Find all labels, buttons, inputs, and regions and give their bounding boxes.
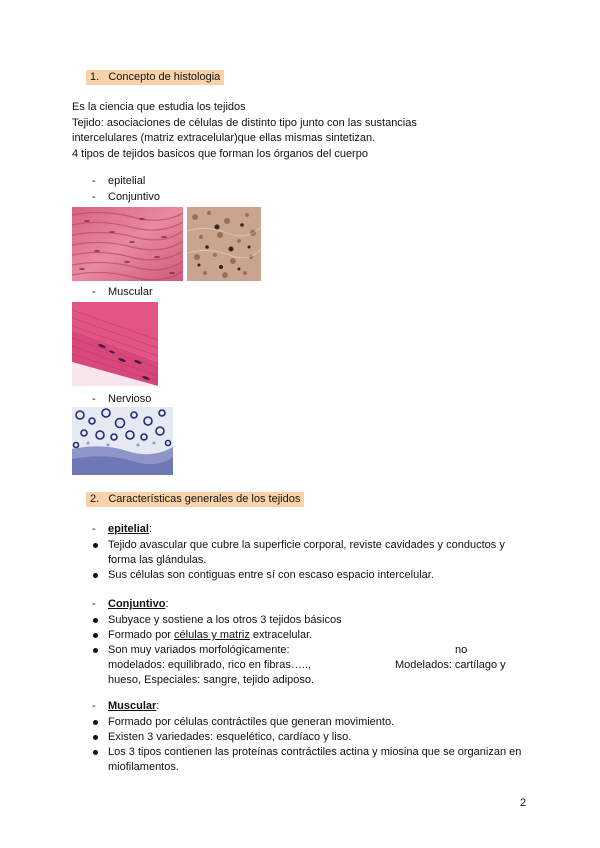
bullet-dot: [93, 735, 98, 740]
conjuntivo-image-1: [72, 207, 183, 281]
intro-line: Es la ciencia que estudia los tejidos: [72, 101, 246, 113]
epitelial-title: epitelial: [108, 523, 149, 535]
bullet-dot: [93, 648, 98, 653]
bullet-dot: [93, 750, 98, 755]
section-2-title: Características generales de los tejidos: [108, 493, 301, 505]
list-item-epitelial: epitelial: [108, 175, 146, 187]
list-item-conjuntivo: Conjuntivo: [108, 191, 160, 203]
muscular-colon: :: [156, 700, 160, 712]
bullet-dot: [93, 573, 98, 578]
intro-line: intercelulares (matriz extracelular)que ellas mismas sintetizan.: [72, 132, 376, 144]
conjuntivo-bullet-3-line2a: modelados: equilibrado, rico en fibras…..,: [108, 659, 311, 671]
muscular-title: Muscular: [108, 700, 157, 712]
intro-line: 4 tipos de tejidos basicos que forman los órganos del cuerpo: [72, 148, 368, 160]
muscular-bullet-1: Formado por células contráctiles que generan movimiento.: [108, 716, 395, 728]
section-2-number: 2.: [90, 493, 100, 505]
bullet-dot: [93, 633, 98, 638]
celulas-matriz-link: células y matriz: [174, 629, 250, 641]
muscular-image: [72, 302, 158, 386]
epitelial-bullet-1-cont: forma las glándulas.: [108, 554, 207, 566]
epitelial-bullet-2: Sus células son contiguas entre sí con escaso espacio intercelular.: [108, 569, 434, 581]
subsection-dash: -: [92, 523, 96, 535]
muscular-bullet-3: Los 3 tipos contienen las proteínas contráctiles actina y miosina que se organizan en: [108, 746, 522, 758]
bullet-dot: [93, 720, 98, 725]
nervioso-image: [72, 407, 173, 475]
epitelial-heading: [108, 523, 152, 535]
conjuntivo-image-2: [187, 207, 261, 281]
list-item-muscular: Muscular: [108, 286, 153, 298]
intro-line: Tejido: asociaciones de células de distinto tipo junto con las sustancias: [72, 117, 417, 129]
conjuntivo-heading: [108, 598, 169, 610]
section-1-number: 1.: [90, 71, 100, 83]
bullet-dot: [93, 543, 98, 548]
muscular-bullet-2: Existen 3 variedades: esquelético, cardíaco y liso.: [108, 731, 352, 743]
section-1-heading: [86, 71, 224, 83]
epitelial-bullet-1: Tejido avascular que cubre la superficie corporal, reviste cavidades y conductos y: [108, 539, 505, 551]
subsection-dash: -: [92, 700, 96, 712]
conjuntivo-bullet-3: Son muy variados morfológicamente:: [108, 644, 290, 656]
section-2-heading: [86, 493, 304, 505]
conjuntivo-bullet-3-no: no: [455, 644, 468, 656]
conjuntivo-b2-pre: Formado por: [108, 629, 175, 641]
page-number: 2: [520, 797, 527, 809]
list-dash: -: [92, 393, 96, 405]
conjuntivo-bullet-3-line2b: Modelados: cartílago y: [395, 659, 506, 671]
conjuntivo-title: Conjuntivo: [108, 598, 166, 610]
bullet-dot: [93, 618, 98, 623]
epitelial-colon: :: [148, 523, 153, 535]
list-item-nervioso: Nervioso: [108, 393, 152, 405]
conjuntivo-b2-post: extracelular.: [249, 629, 313, 641]
muscular-bullet-3-cont: miofilamentos.: [108, 761, 179, 773]
list-dash: -: [92, 286, 96, 298]
list-dash: -: [92, 175, 96, 187]
conjuntivo-bullet-1: Subyace y sostiene a los otros 3 tejidos básicos: [108, 614, 342, 626]
conjuntivo-bullet-3-line3: hueso, Especiales: sangre, tejido adiposo.: [108, 674, 315, 686]
conjuntivo-colon: :: [165, 598, 169, 610]
section-1-title: Concepto de histologia: [108, 71, 221, 83]
muscular-heading: [108, 700, 159, 712]
conjuntivo-bullet-2: [108, 629, 312, 641]
subsection-dash: -: [92, 598, 96, 610]
list-dash: -: [92, 191, 96, 203]
